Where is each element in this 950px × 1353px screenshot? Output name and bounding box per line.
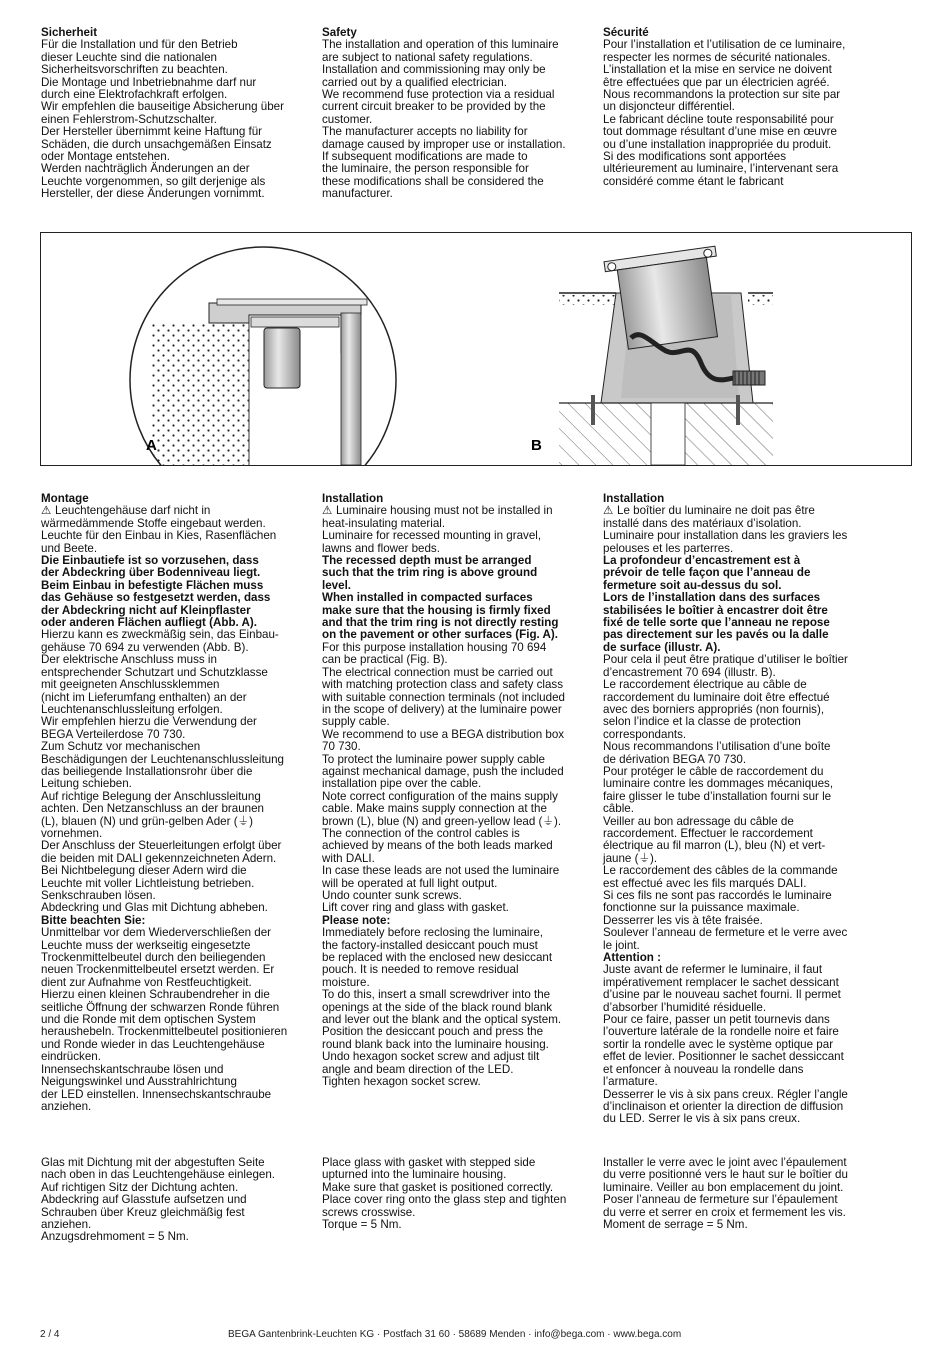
- text-line: Lift cover ring and glass with gasket.: [322, 901, 509, 915]
- text-line: eindrücken.: [41, 1050, 101, 1064]
- text-line: luminaire contre les dommages mécaniques,: [603, 777, 834, 791]
- text-line: with matching protection class and safety class: [322, 678, 564, 692]
- text-line: du verre et serrer en croix et fermement les vis.: [603, 1205, 846, 1219]
- text-line: Leitung schieben.: [41, 777, 132, 791]
- text-line: est effectué avec les fils marqués DALI.: [603, 876, 807, 890]
- text-line: Die Montage und Inbetriebnahme darf nur: [41, 75, 257, 89]
- text-line: Le raccordement des câbles de la commande: [603, 864, 838, 878]
- text-line: pas directement sur les pavés ou la dalle: [603, 628, 829, 642]
- text-line: upturned into the luminaire housing.: [322, 1168, 507, 1182]
- closing-fr: [603, 1157, 875, 1231]
- text-line: gehäuse 70 694 zu verwenden (Abb. B).: [41, 640, 249, 654]
- text-line: l’ouverture latérale de la rondelle noire et faire: [603, 1025, 839, 1039]
- text-line: d’absorber l’humidité résiduelle.: [603, 1000, 767, 1014]
- text-line: The electrical connection must be carried out: [322, 665, 553, 679]
- text-line: neuen Trockenmittelbeutel ersetzt werden. Er: [41, 963, 275, 977]
- text-line: If subsequent modifications are made to: [322, 150, 528, 164]
- text-line: Abdeckring auf Glasstufe aufsetzen und: [41, 1193, 247, 1207]
- text-line: these modifications shall be considered the: [322, 174, 544, 188]
- text-line: être effectuées que par un électricien agréé.: [603, 75, 830, 89]
- text-line: Der elektrische Anschluss muss in: [41, 653, 217, 667]
- text-line: Pour cela il peut être pratique d’utiliser le boîtier: [603, 653, 848, 667]
- text-line: d’encastrement 70 694 (illustr. B).: [603, 665, 776, 679]
- text-line: pelouses et les parterres.: [603, 541, 734, 555]
- text-line: dieser Leuchte sind die nationalen: [41, 50, 217, 64]
- text-line: Zum Schutz vor mechanischen: [41, 740, 201, 754]
- install-fr-body: [603, 505, 875, 1125]
- text-line: Glas mit Dichtung mit der abgestuften Seite: [41, 1156, 265, 1169]
- text-line: Bei Nichtbelegung dieser Adern wird die: [41, 864, 247, 878]
- text-line: Installation and commissioning may only be: [322, 63, 546, 77]
- text-line: Si des modifications sont apportées: [603, 150, 787, 164]
- text-line: Nous recommandons la protection sur site par: [603, 88, 841, 102]
- text-line: Installer le verre avec le joint avec l’épaulement: [603, 1156, 847, 1169]
- text-line: are subject to national safety regulations.: [322, 50, 533, 64]
- text-line: d’inclinaison et orienter la direction de diffusion: [603, 1099, 844, 1113]
- text-line: Sicherheitsvorschriften zu beachten.: [41, 63, 228, 77]
- text-line: und Ronde wieder in das Leuchtengehäuse: [41, 1037, 265, 1051]
- text-line: stabilisées le boîtier à encastrer doit être: [603, 603, 828, 617]
- text-line: sortir la rondelle avec le système optique par: [603, 1037, 834, 1051]
- text-line: der Abdeckring über Bodenniveau liegt.: [41, 566, 261, 580]
- text-line: Der Anschluss der Steuerleitungen erfolgt über: [41, 839, 282, 853]
- text-line: We recommend fuse protection via a residual: [322, 88, 555, 102]
- text-line: achten. Den Netzanschluss an der braunen: [41, 802, 264, 816]
- text-line: can be practical (Fig. B).: [322, 653, 448, 667]
- text-line: Luminaire for recessed mounting in gravel,: [322, 529, 542, 543]
- text-line: Anzugsdrehmoment = 5 Nm.: [41, 1230, 189, 1244]
- warning-icon: ⚠: [41, 504, 52, 518]
- text-line: manufacturer.: [322, 187, 393, 201]
- text-line: Beschädigungen der Leuchtenanschlussleitung: [41, 752, 285, 766]
- safety-fr-body: [603, 39, 875, 188]
- warning-icon: ⚠: [322, 504, 333, 518]
- safety-en: [322, 27, 594, 201]
- text-line: Veiller au bon adressage du câble de: [603, 814, 794, 828]
- text-line: l’armature.: [603, 1075, 658, 1089]
- text-line: against mechanical damage, push the included: [322, 764, 564, 778]
- text-line: For this purpose installation housing 70 694: [322, 640, 547, 654]
- text-line: le joint.: [603, 938, 640, 952]
- detail-a-drawing: [121, 233, 421, 465]
- text-line: luminaire. Veiller au bon emplacement du joint.: [603, 1180, 844, 1194]
- installation-illustration: [41, 233, 911, 465]
- text-line: Trockenmittelbeutel durch den beiliegenden: [41, 951, 266, 965]
- text-line: das beiliegende Installationsrohr über die: [41, 764, 253, 778]
- text-line: Juste avant de refermer le luminaire, il faut: [603, 963, 823, 977]
- text-line: fermeture soit au-dessus du sol.: [603, 578, 782, 592]
- text-line: Beim Einbau in befestigte Flächen muss: [41, 578, 264, 592]
- text-line: de surface (illustr. A).: [603, 640, 721, 654]
- text-line: ou d’une installation inappropriée du produit.: [603, 137, 832, 151]
- text-line: Lors de l’installation dans des surfaces: [603, 591, 821, 605]
- install-de: [41, 493, 313, 1113]
- text-line: level.: [322, 578, 352, 592]
- install-fr-title: Installation: [603, 492, 665, 505]
- text-line: der LED einstellen. Innensechskantschraube: [41, 1087, 272, 1101]
- installation-figure: [40, 232, 912, 466]
- text-line: vornehmen.: [41, 826, 103, 840]
- text-line: raccordement du luminaire doit être effectué: [603, 690, 830, 704]
- text-line: heraushebeln. Trockenmittelbeutel positionieren: [41, 1025, 288, 1039]
- text-line: die beiden mit DALI gekennzeichneten Adern.: [41, 851, 277, 865]
- text-line: Please note:: [322, 913, 391, 927]
- text-line: with suitable connection terminals (not included: [322, 690, 565, 704]
- text-line: pouch. It is needed to remove residual: [322, 963, 519, 977]
- warning-icon: ⚠: [603, 504, 614, 518]
- text-line: customer.: [322, 112, 373, 126]
- detail-b-drawing: [559, 246, 773, 465]
- text-line: Desserrer le vis à six pans creux. Régler l’angle: [603, 1087, 848, 1101]
- text-line: raccordement. Effectuer le raccordement: [603, 826, 813, 840]
- text-line: câble.: [603, 802, 634, 816]
- text-line: Undo counter sunk screws.: [322, 889, 462, 902]
- text-line: Leuchtenanschlussleitung erfolgen.: [41, 702, 223, 716]
- text-line: Innensechskantschraube lösen und: [41, 1062, 224, 1076]
- text-line: du verre positionné vers le haut sur le boîtier du: [603, 1168, 848, 1182]
- text-line: Schäden, die durch unsachgemäßen Einsatz: [41, 137, 272, 151]
- text-line: d’usine par le nouveau sachet fourni. Il permet: [603, 988, 841, 1002]
- text-line: current circuit breaker to be provided by the: [322, 100, 546, 114]
- text-line: Auf richtigen Sitz der Dichtung achten.: [41, 1180, 239, 1194]
- text-line: und Beete.: [41, 541, 98, 555]
- text-line: In case these leads are not used the luminaire: [322, 864, 560, 878]
- text-line: 70 730.: [322, 740, 361, 754]
- text-line: make sure that the housing is firmly fixed: [322, 603, 551, 617]
- text-line: et enfoncer à nouveau la rondelle dans: [603, 1062, 804, 1076]
- text-line: Soulever l’anneau de fermeture et le verre avec: [603, 926, 848, 940]
- text-line: Schrauben über Kreuz gleichmäßig fest: [41, 1205, 245, 1219]
- text-line: Hierzu kann es zweckmäßig sein, das Einbau-: [41, 628, 279, 642]
- text-line: screws crosswise.: [322, 1205, 416, 1219]
- text-line: round blank back into the luminaire housing.: [322, 1037, 549, 1051]
- text-line: oder anderen Flächen aufliegt (Abb. A).: [41, 616, 258, 630]
- text-line: der Abdeckring nicht auf Kleinpflaster: [41, 603, 251, 617]
- safety-en-title: Safety: [322, 26, 357, 39]
- text-line: Senkschrauben lösen.: [41, 889, 156, 902]
- text-line: moisture.: [322, 975, 370, 989]
- text-line: anziehen.: [41, 1099, 92, 1113]
- text-line: prévoir de telle façon que l’anneau de: [603, 566, 811, 580]
- text-line: oder Montage entstehen.: [41, 150, 170, 164]
- text-line: dient zur Aufnahme von Restfeuchtigkeit.: [41, 975, 252, 989]
- text-line: de dérivation BEGA 70 730.: [603, 752, 747, 766]
- text-line: correspondants.: [603, 727, 687, 741]
- page-number: 2 / 4: [40, 1329, 60, 1340]
- text-line: To protect the luminaire power supply cable: [322, 752, 545, 766]
- text-line: ⚠ Luminaire housing must not be installed in: [322, 504, 553, 518]
- text-line: The recessed depth must be arranged: [322, 554, 532, 568]
- text-line: carried out by a qualified electrician.: [322, 75, 507, 89]
- closing-de: [41, 1157, 313, 1244]
- text-line: Tighten hexagon socket screw.: [322, 1075, 481, 1089]
- text-line: durch eine Elektrofachkraft erfolgen.: [41, 88, 228, 102]
- text-line: brown (L), blue (N) and green-yellow lead (⏚).: [322, 814, 562, 828]
- safety-en-body: [322, 39, 594, 200]
- figure-label-a: A: [146, 437, 157, 454]
- text-line: Hersteller, der diese Änderungen vornimmt.: [41, 187, 265, 201]
- text-line: in the scope of delivery) at the luminaire power: [322, 702, 562, 716]
- safety-fr-title: Sécurité: [603, 26, 649, 39]
- text-line: Werden nachträglich Änderungen an der: [41, 162, 250, 176]
- install-en: [322, 493, 594, 1089]
- text-line: achieved by means of the both leads marked: [322, 839, 553, 853]
- text-line: ⚠ Leuchtengehäuse darf nicht in: [41, 504, 211, 518]
- text-line: lawns and flower beds.: [322, 541, 440, 555]
- install-en-title: Installation: [322, 492, 384, 505]
- text-line: Auf richtige Belegung der Anschlussleitung: [41, 789, 261, 803]
- text-line: L’installation et la mise en service ne doivent: [603, 63, 832, 77]
- text-line: Note correct configuration of the mains supply: [322, 789, 558, 803]
- text-line: un disjoncteur différentiel.: [603, 100, 735, 114]
- text-line: Attention :: [603, 951, 661, 965]
- text-line: Wir empfehlen hierzu die Verwendung der: [41, 715, 257, 729]
- text-line: ⚠ Le boîtier du luminaire ne doit pas être: [603, 504, 815, 518]
- text-line: The connection of the control cables is: [322, 826, 520, 840]
- text-line: tout dommage résultant d’une mise en œuvre: [603, 125, 837, 139]
- text-line: installation pipe over the cable.: [322, 777, 482, 791]
- text-line: La profondeur d’encastrement est à: [603, 554, 801, 568]
- text-line: BEGA Verteilerdose 70 730.: [41, 727, 186, 741]
- text-line: Bitte beachten Sie:: [41, 913, 146, 927]
- text-line: Leuchte für den Einbau in Kies, Rasenflächen: [41, 529, 277, 543]
- figure-label-b: B: [531, 437, 542, 454]
- text-line: installé dans des matériaux d’isolation.: [603, 516, 802, 530]
- text-line: entsprechender Schutzart und Schutzklasse: [41, 665, 268, 679]
- text-line: Le fabricant décline toute responsabilité pour: [603, 112, 834, 126]
- text-line: the luminaire, the person responsible for: [322, 162, 529, 176]
- text-line: effet de levier. Positionner le sachet dessiccant: [603, 1050, 844, 1064]
- text-line: Nous recommandons l’utilisation d’une boîte: [603, 740, 831, 754]
- install-fr: [603, 493, 875, 1126]
- text-line: Place cover ring onto the glass step and tighten: [322, 1193, 567, 1207]
- text-line: Leuchte vorgenommen, so gilt derjenige als: [41, 174, 266, 188]
- text-line: Undo hexagon socket screw and adjust tilt: [322, 1050, 540, 1064]
- text-line: Hierzu einen kleinen Schraubendreher in die: [41, 988, 270, 1002]
- text-line: Der Hersteller übernimmt keine Haftung für: [41, 125, 263, 139]
- text-line: damage caused by improper use or installation.: [322, 137, 566, 151]
- text-line: with DALI.: [322, 851, 375, 865]
- text-line: openings at the side of the black round blank: [322, 1000, 553, 1014]
- text-line: das Gehäuse so festgesetzt werden, dass: [41, 591, 271, 605]
- text-line: nach oben in das Leuchtengehäuse einlegen.: [41, 1168, 276, 1182]
- closing-en: [322, 1157, 594, 1231]
- text-line: impérativement remplacer le sachet dessicant: [603, 975, 839, 989]
- text-line: Immediately before reclosing the luminaire,: [322, 926, 544, 940]
- text-line: and that the trim ring is not directly resting: [322, 616, 559, 630]
- text-line: Neigungswinkel und Ausstrahlrichtung: [41, 1075, 237, 1089]
- text-line: Torque = 5 Nm.: [322, 1218, 402, 1232]
- text-line: fonctionne sur la puissance maximale.: [603, 901, 800, 915]
- text-line: will be operated at full light output.: [322, 876, 498, 890]
- text-line: seitliche Öffnung der schwarzen Ronde führen: [41, 1000, 280, 1014]
- text-line: such that the trim ring is above ground: [322, 566, 538, 580]
- text-line: mit geeigneten Anschlussklemmen: [41, 678, 220, 692]
- text-line: Desserrer les vis à tête fraisée.: [603, 913, 763, 927]
- text-line: be replaced with the enclosed new desiccant: [322, 951, 553, 965]
- text-line: the factory-installed desiccant pouch must: [322, 938, 538, 952]
- text-line: Poser l’anneau de fermeture sur l’épaulement: [603, 1193, 838, 1207]
- text-line: The manufacturer accepts no liability for: [322, 125, 528, 139]
- text-line: angle and beam direction of the LED.: [322, 1062, 514, 1076]
- text-line: (L), blauen (N) und grün-gelben Ader (⏚): [41, 814, 254, 828]
- text-line: The installation and operation of this luminaire: [322, 38, 559, 52]
- install-en-body: [322, 505, 594, 1088]
- text-line: Place glass with gasket with stepped side: [322, 1156, 536, 1169]
- text-line: und die Ronde mit dem optischen System: [41, 1013, 256, 1027]
- company-address: BEGA Gantenbrink-Leuchten KG · Postfach 31 60 · 58689 Menden · info@bega.com · www.bega.com: [228, 1329, 682, 1340]
- text-line: faire glisser le tube d’installation fourni sur le: [603, 789, 832, 803]
- safety-de-body: [41, 39, 313, 200]
- text-line: Für die Installation und für den Betrieb: [41, 38, 238, 52]
- text-line: Pour l’installation et l’utilisation de ce luminaire,: [603, 38, 846, 52]
- text-line: Abdeckring und Glas mit Dichtung abheben.: [41, 901, 268, 915]
- text-line: einen Fehlerstrom-Schutzschalter.: [41, 112, 217, 126]
- text-line: Leuchte mit voller Lichtleistung betrieben.: [41, 876, 255, 890]
- text-line: du LED. Serrer le vis à six pans creux.: [603, 1112, 801, 1126]
- text-line: Make sure that gasket is positioned correctly.: [322, 1180, 554, 1194]
- text-line: Si ces fils ne sont pas raccordés le luminaire: [603, 889, 832, 902]
- text-line: Pour protéger le câble de raccordement du: [603, 764, 824, 778]
- text-line: Wir empfehlen die bauseitige Absicherung über: [41, 100, 284, 114]
- text-line: Leuchte muss der werkseitig eingesetzte: [41, 938, 251, 952]
- text-line: respecter les normes de sécurité nationales.: [603, 50, 831, 64]
- text-line: Luminaire pour installation dans les graviers les: [603, 529, 848, 543]
- text-line: (nicht im Lieferumfang enthalten) an der: [41, 690, 247, 704]
- text-line: jaune (⏚).: [603, 851, 658, 865]
- text-line: Unmittelbar vor dem Wiederverschließen der: [41, 926, 272, 940]
- text-line: avec des borniers appropriés (non fournis),: [603, 702, 825, 716]
- text-line: considéré comme étant le fabricant: [603, 174, 784, 188]
- text-line: To do this, insert a small screwdriver into the: [322, 988, 551, 1002]
- install-de-title: Montage: [41, 492, 89, 505]
- text-line: and lever out the blank and the optical system.: [322, 1013, 562, 1027]
- text-line: selon l’indice et la classe de protection: [603, 715, 801, 729]
- text-line: We recommend to use a BEGA distribution box: [322, 727, 565, 741]
- text-line: Position the desiccant pouch and press the: [322, 1025, 544, 1039]
- text-line: fixé de telle sorte que l’anneau ne repose: [603, 616, 830, 630]
- text-line: on the pavement or other surfaces (Fig. A).: [322, 628, 558, 642]
- text-line: supply cable.: [322, 715, 390, 729]
- text-line: heat-insulating material.: [322, 516, 446, 530]
- safety-de-title: Sicherheit: [41, 26, 98, 39]
- text-line: ultérieurement au luminaire, l’intervenant sera: [603, 162, 839, 176]
- text-line: Pour ce faire, passer un petit tournevis dans: [603, 1013, 830, 1027]
- text-line: wärmedämmende Stoffe eingebaut werden.: [41, 516, 266, 530]
- text-line: anziehen.: [41, 1218, 92, 1232]
- install-de-body: [41, 505, 313, 1113]
- text-line: Le raccordement électrique au câble de: [603, 678, 807, 692]
- text-line: cable. Make mains supply connection at the: [322, 802, 547, 816]
- safety-fr: [603, 27, 875, 188]
- text-line: When installed in compacted surfaces: [322, 591, 533, 605]
- text-line: Moment de serrage = 5 Nm.: [603, 1218, 748, 1232]
- text-line: électrique au fil marron (L), bleu (N) et vert-: [603, 839, 826, 853]
- text-line: Die Einbautiefe ist so vorzusehen, dass: [41, 554, 259, 568]
- safety-de: [41, 27, 313, 201]
